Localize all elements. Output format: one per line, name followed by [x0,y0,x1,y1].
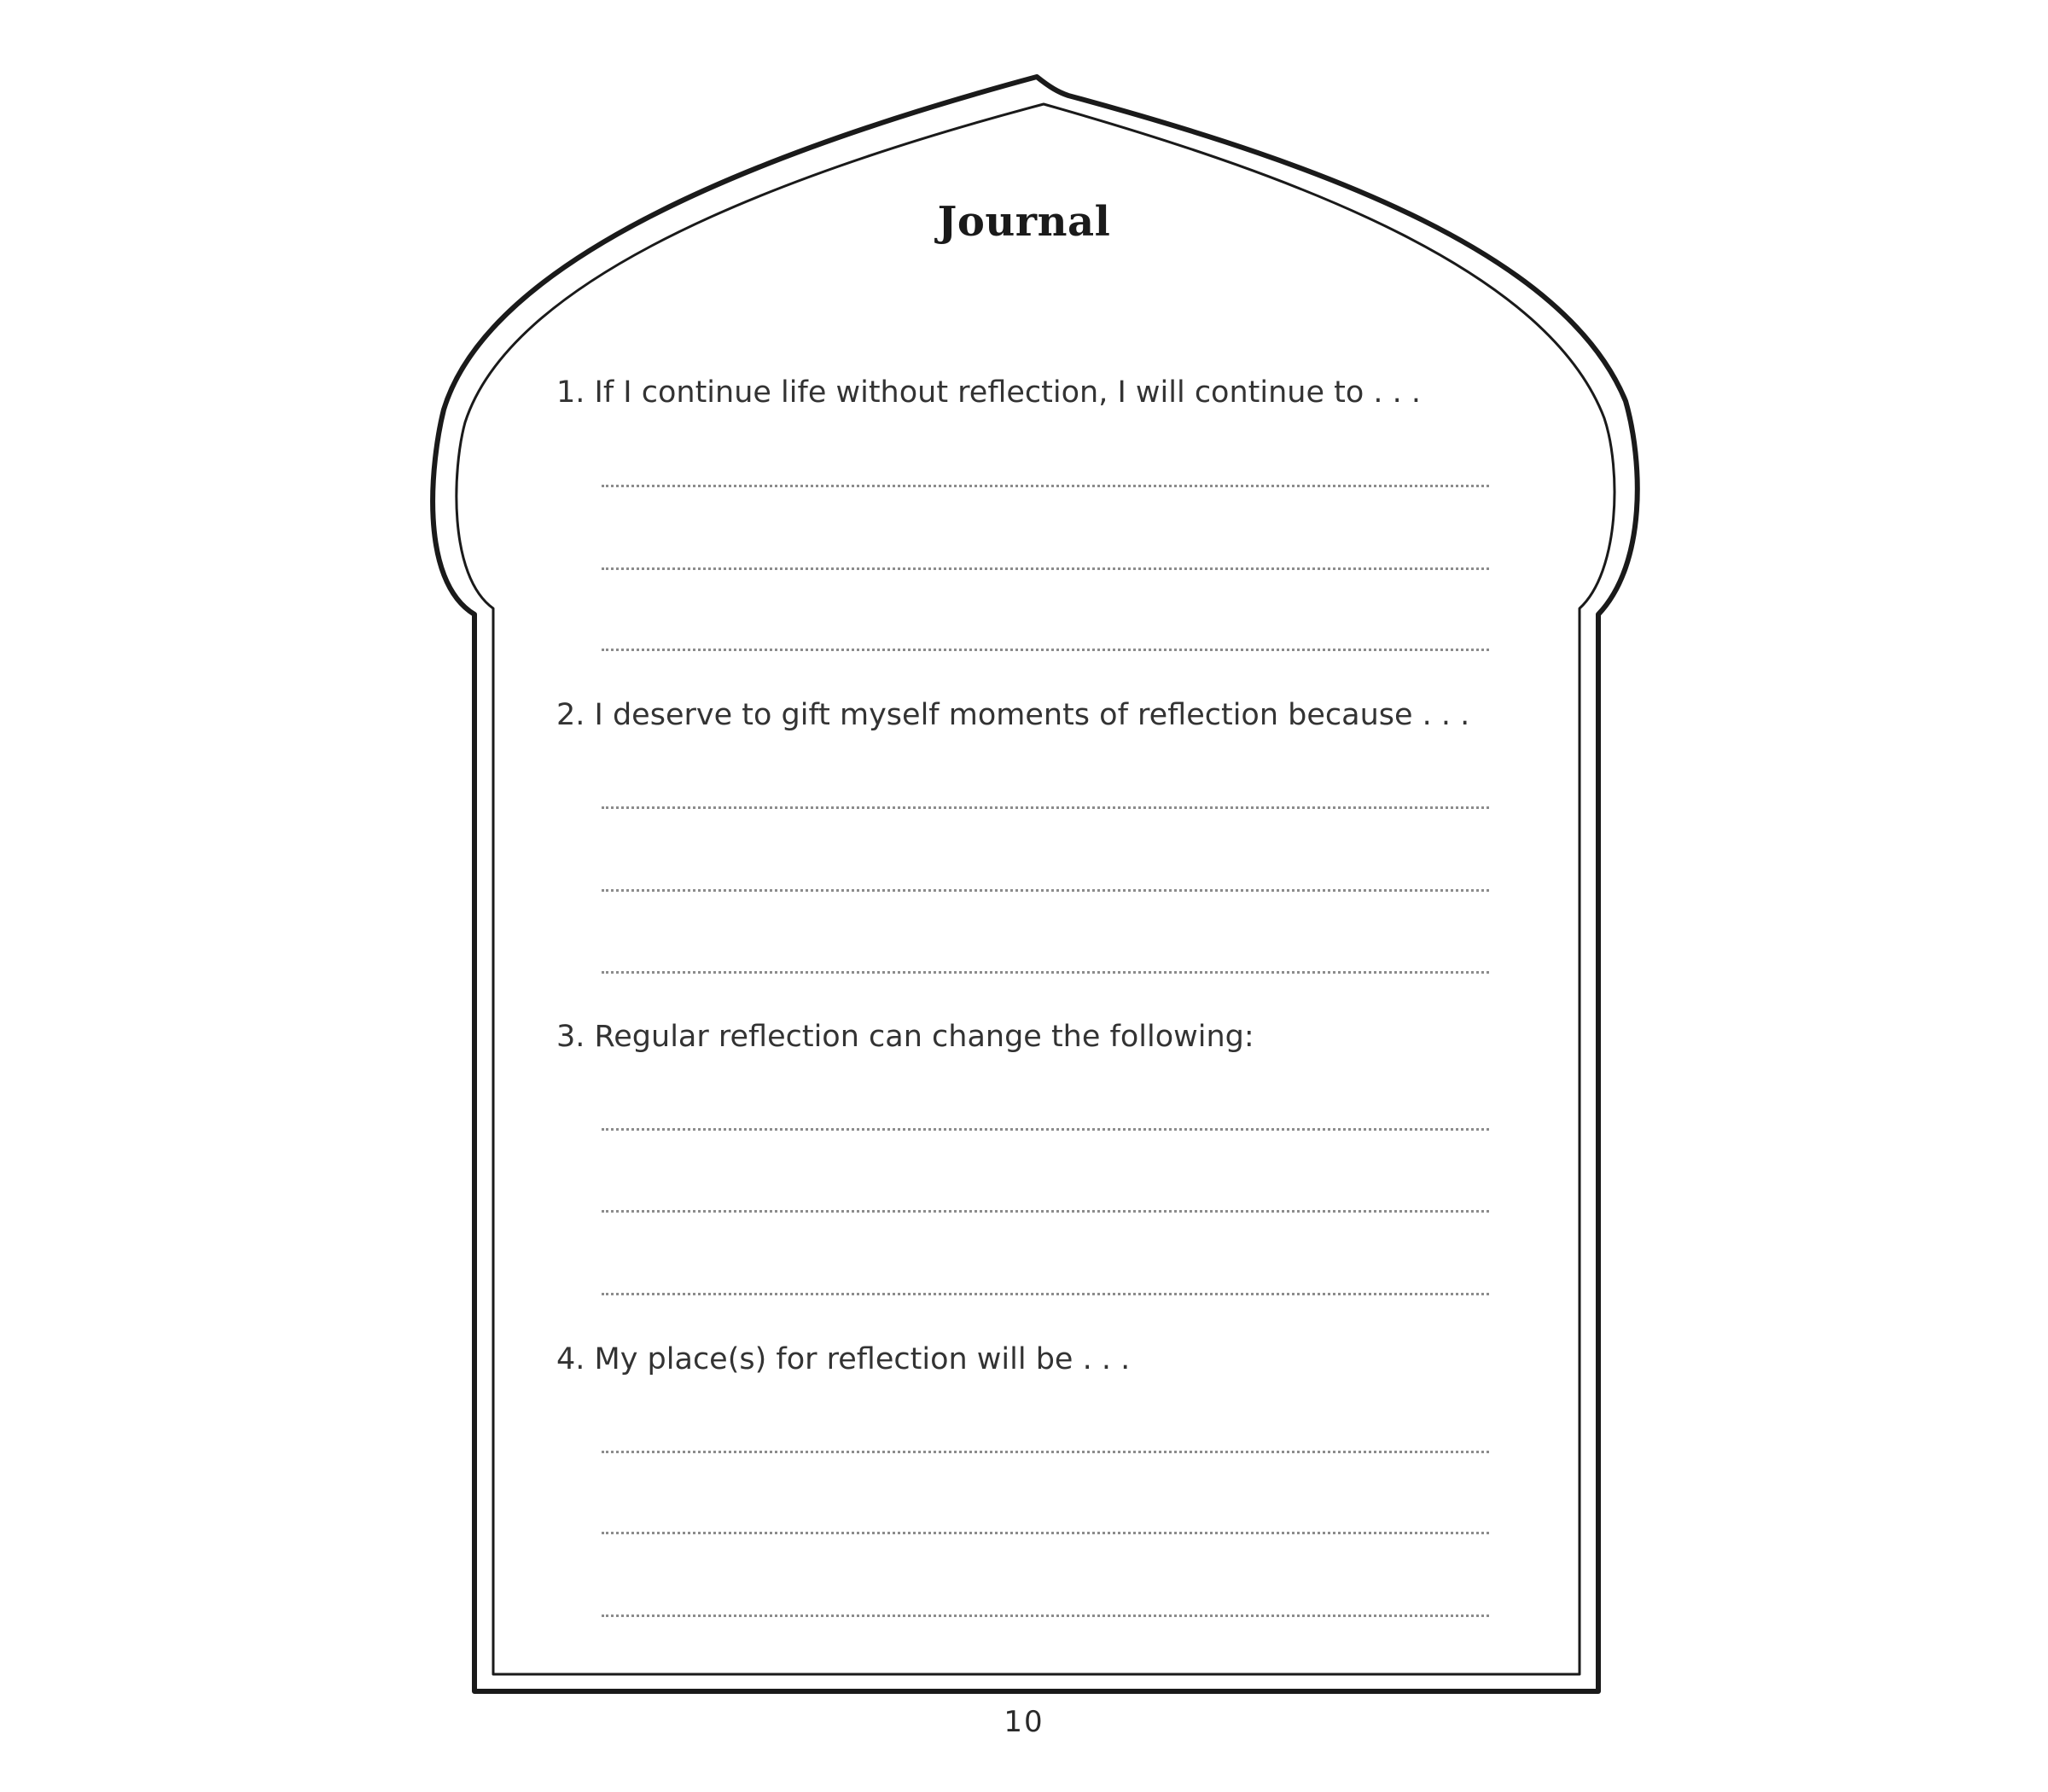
answer-line-1b[interactable] [602,567,1489,570]
answer-line-1c[interactable] [602,649,1489,651]
page-number: 10 [1004,1705,1044,1739]
journal-question-1: 1. If I continue life without reflection, I will continue to . . . [556,375,1422,410]
answer-line-4c[interactable] [602,1615,1489,1617]
answer-line-2b[interactable] [602,889,1489,892]
arch-outer-outline [433,77,1638,1691]
answer-line-2a[interactable] [602,806,1489,809]
journal-question-2: 2. I deserve to gift myself moments of reflection because . . . [556,698,1470,732]
journal-question-4: 4. My place(s) for reflection will be . . . [556,1342,1131,1376]
answer-line-3a[interactable] [602,1128,1489,1131]
answer-line-1a[interactable] [602,485,1489,487]
answer-line-4a[interactable] [602,1451,1489,1453]
page-title: Journal [937,198,1111,246]
answer-line-4b[interactable] [602,1532,1489,1534]
answer-line-2c[interactable] [602,971,1489,974]
journal-question-3: 3. Regular reflection can change the following: [556,1020,1254,1054]
answer-line-3b[interactable] [602,1210,1489,1213]
answer-line-3c[interactable] [602,1293,1489,1295]
